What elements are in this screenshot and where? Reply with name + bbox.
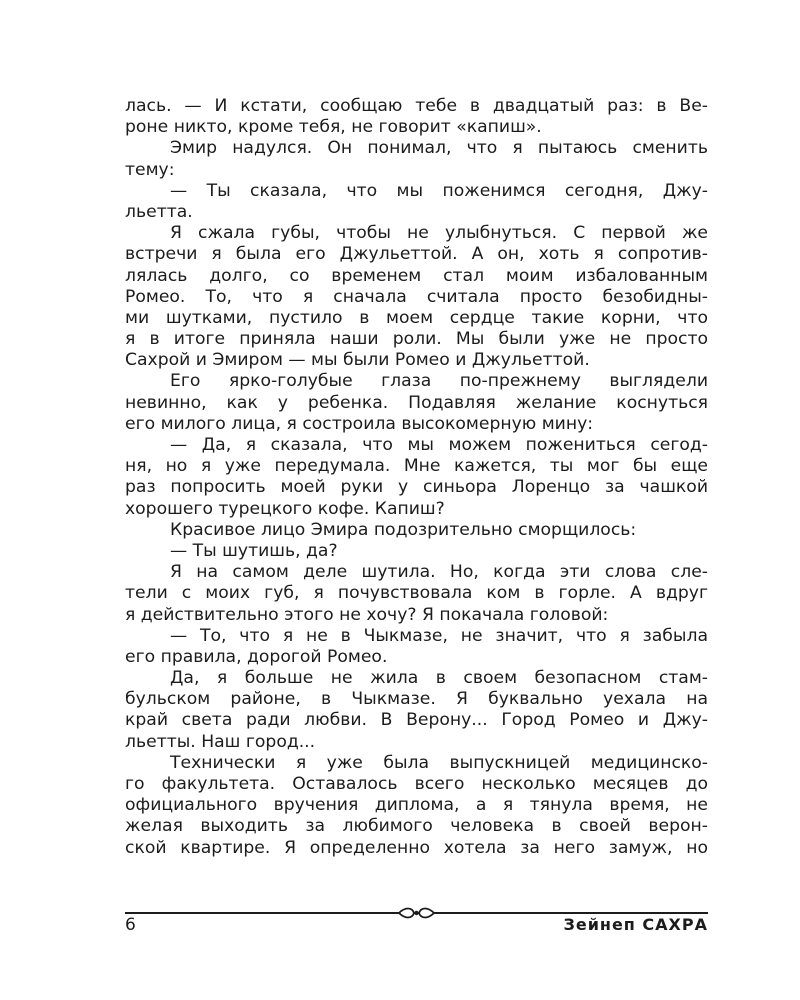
text-line: встречи я была его Джульеттой. А он, хоть я сопротив- [125,244,708,265]
text-line: — Да, я сказала, что мы можем пожениться сегод- [170,435,708,455]
text-line: го факультета. Оставалось всего несколько месяцев до [125,774,708,794]
text-line: Я сжала губы, чтобы не улыбнуться. С первой же [170,223,708,244]
text-line: Технически я уже была выпускницей медицинско- [170,752,708,773]
text-line: Эмир надулся. Он понимал, что я пытаюсь сменить [170,138,708,159]
text-line: официального вручения диплома, а я тянула время, не [125,795,708,816]
text-line: раз попросить моей руки у синьора Лоренцо за чашкой [125,477,708,498]
text-line: тему: [125,159,175,180]
text-line: хорошего турецкого кофе. Капиш? [125,498,445,519]
text-line: ня, но я уже передумала. Мне кажется, ты мог бы еще [125,456,708,477]
running-footer-author: Зейнеп САХРА [563,915,708,934]
text-line: я действительно этого не хочу? Я покачала головой: [125,604,609,625]
text-line: лась. — И кстати, сообщаю тебе в двадцатый раз: в Ве- [125,96,708,116]
text-line: бульском районе, в Чыкмазе. Я буквально уехала на [125,689,708,710]
text-line: лялась долго, со временем стал моим избалованным [125,265,708,286]
text-line: ми шутками, пустило в моем сердце такие корни, что [125,307,708,328]
text-line: роне никто, кроме тебя, не говорит «капиш». [125,117,542,138]
text-line: льетты. Наш город... [125,731,316,752]
text-line: тели с моих губ, я почувствовала ком в горле. А вдруг [125,583,708,604]
text-line: ской квартире. Я определенно хотела за него замуж, но [125,837,708,858]
page-body [125,96,708,859]
text-line: Его ярко-голубые глаза по-прежнему выглядели [170,371,708,392]
text-line: край света ради любви. В Верону... Город Ромео и Джу- [125,710,708,731]
text-line: — Ты сказала, что мы поженимся сегодня, Джу- [170,180,708,201]
text-line: Я на самом деле шутила. Но, когда эти слова сле- [170,562,708,583]
text-line: — Ты шутишь, да? [170,540,338,561]
text-line: Красивое лицо Эмира подозрительно сморщилось: [170,519,637,540]
text-line: я в итоге приняла наши роли. Мы были уже не просто [125,329,708,350]
text-line: невинно, как у ребенка. Подавляя желание коснуться [125,392,708,413]
text-line: Сахрой и Эмиром — мы были Ромео и Джульеттой. [125,350,590,371]
text-line: Ромео. То, что я сначала считала просто безобидны- [125,286,708,307]
text-line: Да, я больше не жила в своем безопасном стам- [170,668,708,689]
text-line: льетта. [125,201,193,222]
text-line: желая выходить за любимого человека в своей верон- [125,816,708,837]
page-number: 6 [125,915,136,935]
text-line: его правила, дорогой Ромео. [125,646,388,667]
text-line: его милого лица, я состроила высокомерную мину: [125,413,594,434]
text-line: — То, что я не в Чыкмазе, не значит, что я забыла [170,625,708,646]
